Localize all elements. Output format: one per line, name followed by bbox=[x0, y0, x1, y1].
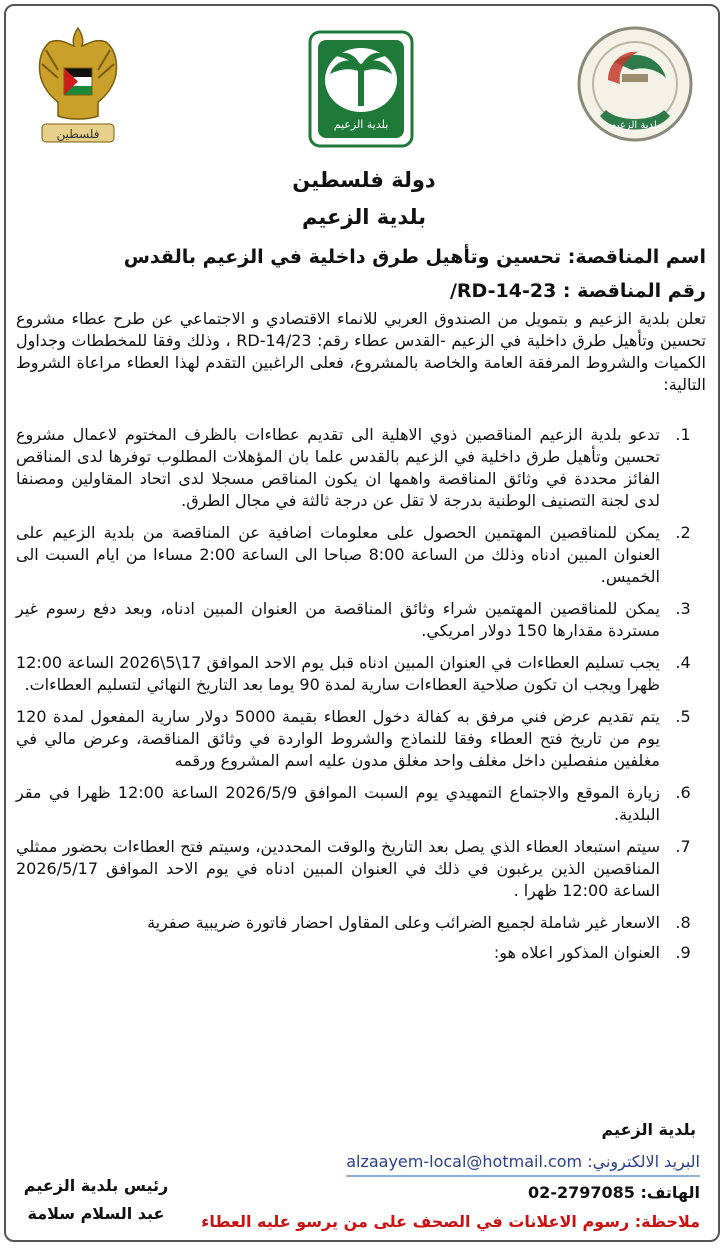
municipal-seal-icon bbox=[574, 18, 696, 152]
condition-text: الاسعار غير شاملة لجميع الضرائب وعلى المقاول احضار فاتورة ضريبية صفرية bbox=[147, 913, 660, 932]
eagle-caption: فلسطين bbox=[56, 127, 100, 141]
condition-text: العنوان المذكور اعلاه هو: bbox=[493, 943, 660, 962]
phone-line bbox=[528, 1183, 700, 1202]
mayor-name: عبد السلام سلامة bbox=[27, 1204, 165, 1223]
email-underline bbox=[346, 1175, 700, 1177]
condition-number: 1. bbox=[675, 425, 691, 444]
condition-item bbox=[16, 652, 706, 696]
mayor-signature-block bbox=[16, 1172, 176, 1228]
condition-text: تدعو بلدية الزعيم المناقصين ذوي الاهلية الى تقديم عطاءات بالظرف المختوم لاعمال مشروع تحسين وتأهيل طرق داخلية في الزعيم بالقدس علما بان المؤهلات المطلوب توفرها لدى المناقص الفائز محددة في وثائق المناقصة واهمها ان يكون المناقص مسجلا لدى اتحاد المقاولين ومصنفا لدى لجنة التصنيف الوطنية بدرجة لا تقل عن درجة ثالثة في مجال الطرق. bbox=[16, 425, 660, 510]
condition-text: سيتم استبعاد العطاء الذي يصل بعد التاريخ والوقت المحددين، وسيتم فتح العطاءات بحضور ممثلي المناقصين الذين يرغبون في ذلك في العنوان المبين ادناه في يوم الاحد الموافق 2026/5/17 الساعة 12:00 ظهرا . bbox=[16, 837, 660, 900]
seal-caption: بلدية الزعيم bbox=[610, 120, 660, 131]
condition-number: 9. bbox=[675, 943, 691, 962]
condition-item bbox=[16, 706, 706, 772]
signoff-municipality: بلدية الزعيم bbox=[601, 1120, 696, 1139]
condition-item bbox=[16, 522, 706, 588]
condition-item bbox=[16, 836, 706, 902]
email-address[interactable]: alzaayem-local@hotmail.com bbox=[346, 1152, 583, 1171]
condition-number: 8. bbox=[675, 913, 691, 932]
condition-text: يمكن للمناقصين المهتمين شراء وثائق المناقصة من العنوان المبين ادناه، وبعد دفع رسوم غير مستردة مقدارها 150 دولار امريكي. bbox=[16, 599, 660, 640]
condition-text: يمكن للمناقصين المهتمين الحصول على معلومات اضافية عن المناقصة من بلدية الزعيم على العنوان المبين ادناه وذلك من الساعة 8:00 صباحا الى الساعة 2:00 مساءا من ايام السبت الى الخميس. bbox=[16, 523, 660, 586]
palm-tree-municipal-logo-icon bbox=[308, 30, 414, 148]
tender-name: اسم المناقصة: تحسين وتأهيل طرق داخلية في الزعيم بالقدس bbox=[123, 246, 706, 268]
intro-paragraph: تعلن بلدية الزعيم و بتمويل من الصندوق العربي للانماء الاقتصادي و الاجتماعي عن طرح عطاء مشروع تحسين وتأهيل طرق داخلية في الزعيم -القدس عطاء رقم: RD-14/23 ، وذلك وفقا للمخططات وجداول الكميات والشروط المرفقة العامة والخاصة بالمشروع، فعلى الراغبين التقدم لهذا العطاء مراعاة الشروط التالية: bbox=[16, 309, 707, 394]
condition-item bbox=[16, 782, 706, 826]
condition-text: يتم تقديم عرض فني مرفق به كفالة دخول العطاء بقيمة 5000 دولار سارية المفعول لمدة 120 يوم من تاريخ فتح العطاء وفقا للنماذج والشروط الواردة في وثائق المناقصة، وعرض مالي في مغلفين منفصلين داخل مغلف واحد مغلق مدون عليه اسم المشروع ورقمه bbox=[16, 707, 660, 770]
email-label: البريد الالكتروني: bbox=[587, 1152, 700, 1171]
condition-text: زيارة الموقع والاجتماع التمهيدي يوم السبت الموافق 2026/5/9 الساعة 12:00 ظهرا في مقر البلدية. bbox=[16, 783, 661, 824]
municipality-title: بلدية الزعيم bbox=[301, 205, 427, 229]
condition-number: 2. bbox=[675, 523, 691, 542]
condition-item bbox=[16, 912, 706, 934]
condition-item bbox=[16, 598, 706, 642]
condition-number: 6. bbox=[675, 783, 691, 802]
state-title: دولة فلسطين bbox=[292, 168, 436, 192]
condition-number: 5. bbox=[675, 707, 691, 726]
condition-item bbox=[16, 942, 706, 964]
condition-number: 3. bbox=[675, 599, 691, 618]
tree-logo-caption: بلدية الزعيم bbox=[333, 118, 389, 131]
phone-number: 02-2797085 bbox=[528, 1183, 635, 1202]
condition-number: 4. bbox=[675, 653, 691, 672]
palestine-eagle-emblem-icon bbox=[28, 20, 128, 150]
mayor-title: رئيس بلدية الزعيم bbox=[23, 1176, 169, 1195]
condition-text: يجب تسليم العطاءات في العنوان المبين ادناه قبل يوم الاحد الموافق 17\5\2026 الساعة 12:00 ظهرا ويجب ان تكون صلاحية العطاءات سارية لمدة 90 يوما بعد التاريخ النهائي لتسليم العطاءات. bbox=[16, 653, 661, 694]
condition-item bbox=[16, 424, 706, 512]
email-line bbox=[346, 1152, 700, 1171]
conditions-list bbox=[16, 424, 706, 964]
phone-label: الهاتف: bbox=[640, 1183, 700, 1202]
ad-fees-note: ملاحظة: رسوم الاعلانات في الصحف على من يرسو عليه العطاء bbox=[201, 1212, 700, 1231]
tender-number: رقم المناقصة : RD-14-23/ bbox=[449, 280, 706, 302]
condition-number: 7. bbox=[675, 837, 691, 856]
